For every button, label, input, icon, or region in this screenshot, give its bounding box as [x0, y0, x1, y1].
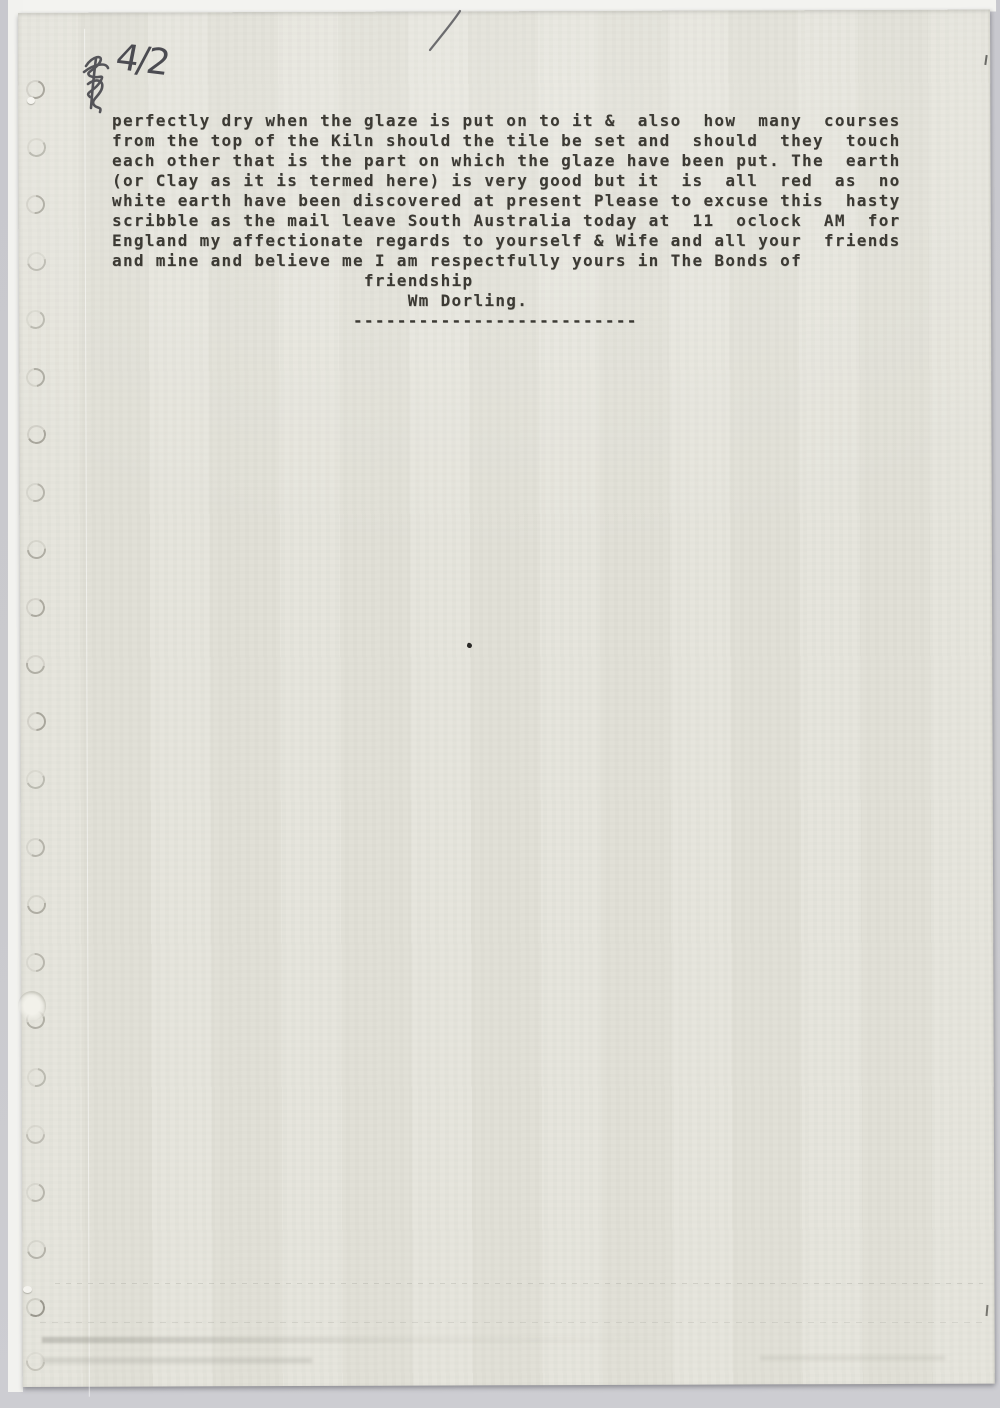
punch-hole [23, 891, 49, 917]
punch-hole [23, 1180, 47, 1204]
page-number-annotation: 4/2 [112, 37, 172, 84]
letter-closing-line: friendship [112, 271, 474, 290]
letter-line: (or Clay as it is termed here) is very good but it is all red as no [112, 171, 901, 190]
scan-streak [42, 1337, 662, 1343]
letter-line: perfectly dry when the glaze is put on to it & also how many courses [112, 111, 901, 130]
punch-hole [24, 1237, 50, 1263]
punch-hole [23, 835, 47, 859]
pen-scribble-icon [78, 50, 118, 114]
punch-hole [24, 1296, 46, 1318]
letter-line: and mine and believe me I am respectfully yours in The Bonds of [112, 251, 803, 270]
scan-streak [55, 1283, 983, 1284]
letter-line: from the top of the Kiln should the tile be set and should they touch [112, 131, 901, 150]
letter-rule-line: -------------------------- [112, 311, 638, 330]
punch-hole [22, 1121, 49, 1148]
punch-hole [24, 308, 46, 330]
punch-hole [25, 423, 48, 446]
paper-blemish [27, 97, 35, 104]
letter-line: each other that is the part on which the glaze have been put. The earth [112, 151, 901, 170]
paper-blemish [18, 991, 46, 1021]
letter-line: England my affectionate regards to yourself & Wife and all your friends [112, 231, 901, 250]
punch-hole [22, 651, 48, 677]
letter-line: scribble as the mail leave South Australia today at 11 oclock AM for [112, 211, 901, 230]
scan-streak [42, 1358, 312, 1363]
punch-hole [22, 191, 49, 218]
punch-hole [23, 708, 50, 735]
punch-hole [23, 1064, 49, 1090]
scan-streak [40, 1322, 985, 1323]
punch-hole [22, 364, 48, 390]
typewritten-text [112, 111, 901, 331]
letter-line: white earth have been discovered at present Please to excuse this hasty [112, 191, 901, 210]
punch-hole [23, 536, 50, 563]
punch-hole [23, 480, 49, 506]
letter-signature-line: Wm Dorling. [112, 291, 529, 310]
punch-hole [24, 249, 50, 275]
punch-hole [22, 949, 49, 976]
punch-hole [24, 596, 47, 619]
punch-hole [25, 136, 47, 158]
paper-blemish [23, 1286, 32, 1293]
scan-streak [760, 1356, 945, 1360]
punch-hole [23, 767, 47, 791]
pen-stroke-icon [420, 6, 468, 56]
